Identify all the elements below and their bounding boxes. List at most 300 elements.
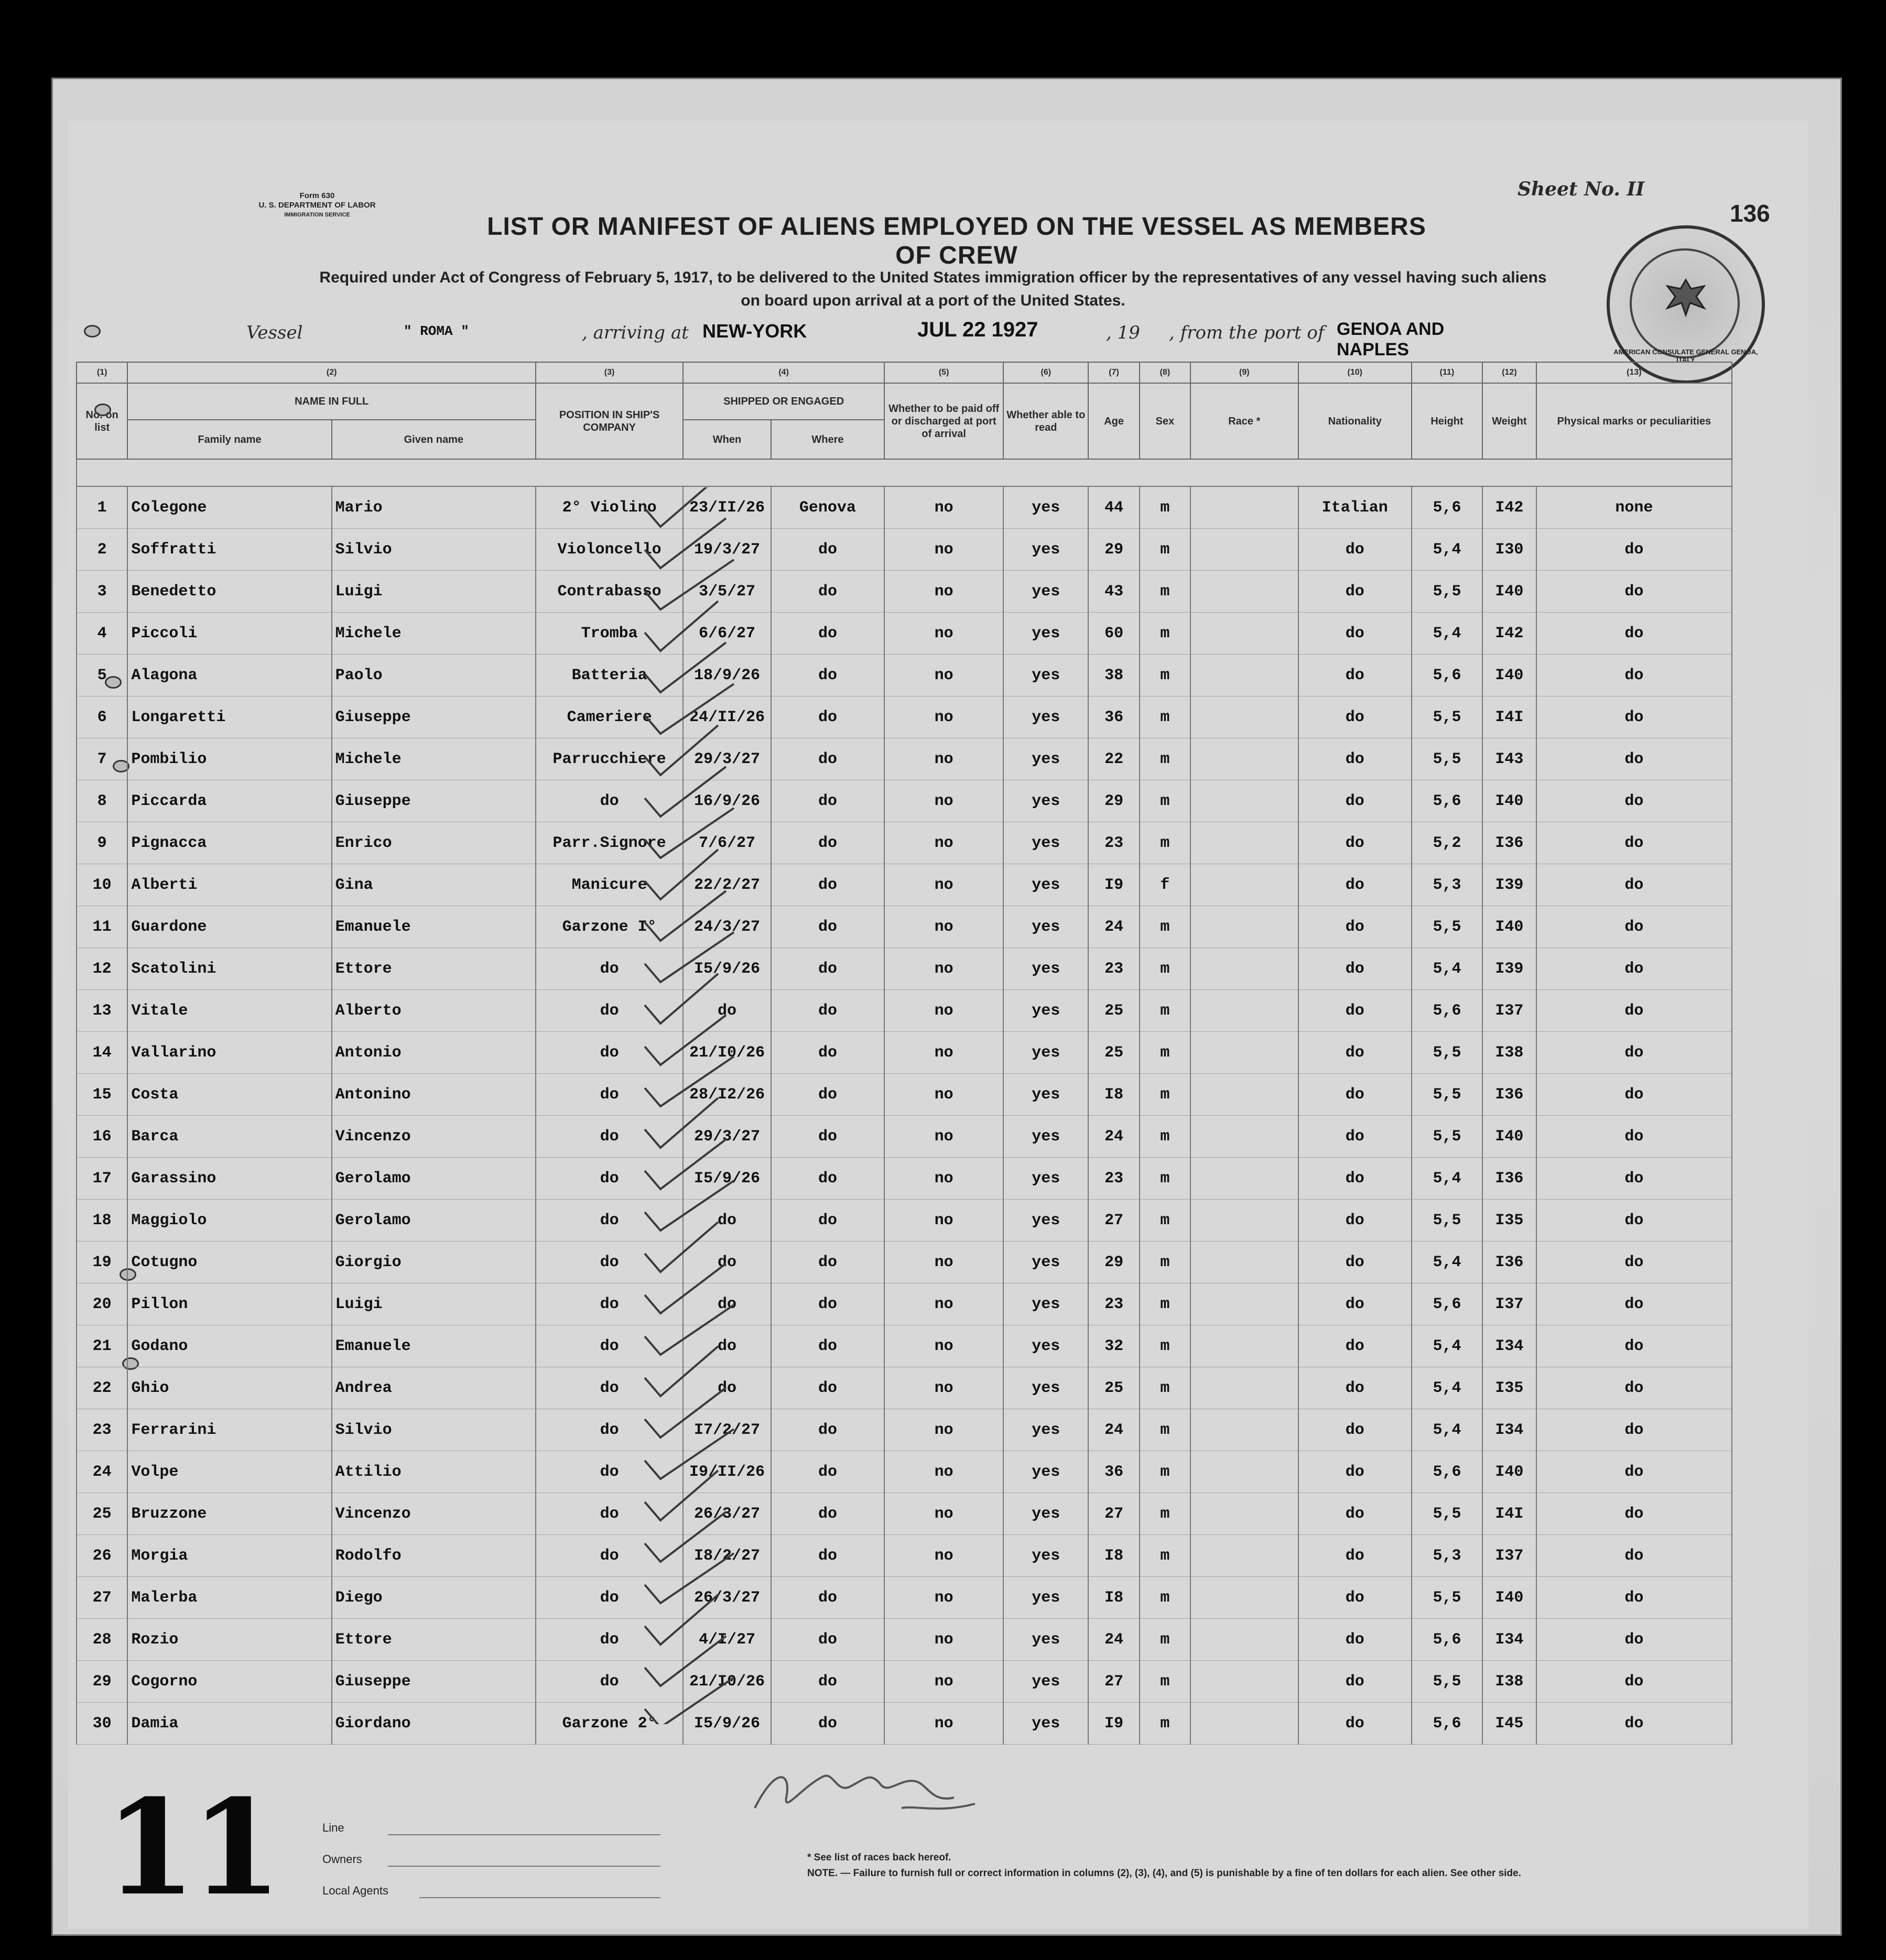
family-name-cell: Guardone [127, 906, 331, 948]
physical-marks-cell: do [1536, 1158, 1732, 1200]
age-cell: 38 [1088, 655, 1139, 696]
age-cell: I8 [1088, 1577, 1139, 1619]
height-cell: 5,5 [1412, 1661, 1482, 1703]
family-name-cell: Vallarino [127, 1032, 331, 1074]
race-cell [1190, 990, 1298, 1032]
sheet-number: Sheet No. II [1518, 178, 1645, 200]
where-engaged-cell: do [771, 655, 884, 696]
nationality-cell: do [1298, 529, 1412, 571]
height-cell: 5,4 [1412, 1409, 1482, 1451]
nationality-cell: do [1298, 1661, 1412, 1703]
page-number: 136 [1730, 200, 1770, 227]
race-cell [1190, 1074, 1298, 1116]
given-name-cell: Ettore [332, 948, 536, 990]
list-number-cell: 21 [77, 1325, 127, 1367]
age-cell: 27 [1088, 1200, 1139, 1242]
paid-off-cell: no [884, 1032, 1003, 1074]
physical-marks-cell: do [1536, 1451, 1732, 1493]
age-cell: 23 [1088, 948, 1139, 990]
list-number-cell: 11 [77, 906, 127, 948]
physical-marks-cell: do [1536, 529, 1732, 571]
race-cell [1190, 571, 1298, 613]
when-engaged-cell: do [683, 1200, 771, 1242]
header-age: Age [1088, 383, 1139, 459]
given-name-cell: Gerolamo [332, 1200, 536, 1242]
list-number-cell: 6 [77, 696, 127, 738]
height-cell: 5,5 [1412, 1200, 1482, 1242]
where-engaged-cell: do [771, 906, 884, 948]
list-number-cell: 24 [77, 1451, 127, 1493]
family-name-cell: Maggiolo [127, 1200, 331, 1242]
crew-row [77, 1451, 1732, 1493]
position-cell: do [536, 1451, 683, 1493]
when-engaged-cell: I5/9/26 [683, 1158, 771, 1200]
given-name-cell: Vincenzo [332, 1116, 536, 1158]
sex-cell: m [1140, 1577, 1190, 1619]
physical-marks-cell: do [1536, 655, 1732, 696]
check-mark [645, 1264, 726, 1313]
family-name-cell: Damia [127, 1703, 331, 1745]
height-cell: 5,5 [1412, 906, 1482, 948]
race-cell [1190, 948, 1298, 990]
check-mark [645, 1222, 718, 1272]
able-to-read-cell: yes [1003, 486, 1088, 529]
check-mark [645, 1305, 734, 1355]
physical-marks-cell: do [1536, 1577, 1732, 1619]
position-cell: do [536, 1200, 683, 1242]
sex-cell: m [1140, 1200, 1190, 1242]
column-number-row [77, 362, 1732, 383]
crew-row [77, 738, 1732, 780]
weight-cell: I36 [1482, 1158, 1536, 1200]
check-mark [645, 725, 718, 775]
weight-cell: I34 [1482, 1325, 1536, 1367]
sex-cell: m [1140, 1074, 1190, 1116]
paid-off-cell: no [884, 738, 1003, 780]
race-cell [1190, 1577, 1298, 1619]
header-sex: Sex [1140, 383, 1190, 459]
when-engaged-cell: 26/3/27 [683, 1577, 771, 1619]
col-num-8: (8) [1140, 362, 1190, 383]
family-name-cell: Benedetto [127, 571, 331, 613]
nationality-cell: do [1298, 696, 1412, 738]
when-engaged-cell: 21/I0/26 [683, 1661, 771, 1703]
when-engaged-cell: 19/3/27 [683, 529, 771, 571]
paid-off-cell: no [884, 1242, 1003, 1283]
sex-cell: m [1140, 822, 1190, 864]
from-port-label: , from the port of [1169, 322, 1325, 343]
crew-row [77, 1074, 1732, 1116]
when-engaged-cell: do [683, 1325, 771, 1367]
sex-cell: m [1140, 571, 1190, 613]
crew-row [77, 906, 1732, 948]
where-engaged-cell: do [771, 571, 884, 613]
header-paid-off: Whether to be paid off or discharged at port of arrival [884, 383, 1003, 459]
family-name-cell: Alberti [127, 864, 331, 906]
check-mark [645, 1429, 734, 1479]
sex-cell: m [1140, 1535, 1190, 1577]
nationality-cell: do [1298, 1577, 1412, 1619]
paid-off-cell: no [884, 990, 1003, 1032]
sex-cell: m [1140, 1703, 1190, 1745]
race-cell [1190, 1200, 1298, 1242]
physical-marks-cell: do [1536, 990, 1732, 1032]
header-no-on-list: No. on list [77, 383, 127, 459]
list-number-cell: 22 [77, 1367, 127, 1409]
position-cell: do [536, 1661, 683, 1703]
race-cell [1190, 1116, 1298, 1158]
check-mark [645, 643, 726, 692]
sex-cell: m [1140, 1158, 1190, 1200]
weight-cell: I40 [1482, 1116, 1536, 1158]
position-cell: do [536, 1619, 683, 1661]
age-cell: 23 [1088, 1158, 1139, 1200]
age-cell: 25 [1088, 1032, 1139, 1074]
where-engaged-cell: do [771, 1661, 884, 1703]
position-cell: Parrucchiere [536, 738, 683, 780]
check-mark [645, 1636, 726, 1686]
able-to-read-cell: yes [1003, 1703, 1088, 1745]
when-engaged-cell: 18/9/26 [683, 655, 771, 696]
crew-row [77, 1619, 1732, 1661]
weight-cell: I36 [1482, 1074, 1536, 1116]
paid-off-cell: no [884, 486, 1003, 529]
where-engaged-cell: do [771, 1283, 884, 1325]
crew-row [77, 948, 1732, 990]
arriving-label: , arriving at [582, 322, 689, 343]
age-cell: I8 [1088, 1074, 1139, 1116]
nationality-cell: do [1298, 655, 1412, 696]
physical-marks-cell: do [1536, 1535, 1732, 1577]
age-cell: 44 [1088, 486, 1139, 529]
given-name-cell: Giorgio [332, 1242, 536, 1283]
able-to-read-cell: yes [1003, 864, 1088, 906]
paid-off-cell: no [884, 655, 1003, 696]
able-to-read-cell: yes [1003, 1200, 1088, 1242]
line-label: Line [322, 1821, 344, 1834]
height-cell: 5,5 [1412, 1074, 1482, 1116]
sex-cell: m [1140, 1242, 1190, 1283]
family-name-cell: Soffratti [127, 529, 331, 571]
when-engaged-cell: do [683, 1283, 771, 1325]
given-name-cell: Antonino [332, 1074, 536, 1116]
position-cell: Tromba [536, 613, 683, 655]
paid-off-cell: no [884, 571, 1003, 613]
sex-cell: m [1140, 613, 1190, 655]
age-cell: I8 [1088, 1535, 1139, 1577]
physical-marks-cell: do [1536, 1409, 1732, 1451]
given-name-cell: Giuseppe [332, 780, 536, 822]
footer-notes [807, 1850, 1521, 1881]
nationality-cell: do [1298, 1367, 1412, 1409]
height-cell: 5,6 [1412, 1703, 1482, 1745]
nationality-cell: do [1298, 1074, 1412, 1116]
physical-marks-cell: do [1536, 1074, 1732, 1116]
where-engaged-cell: do [771, 1032, 884, 1074]
given-name-cell: Vincenzo [332, 1493, 536, 1535]
weight-cell: I36 [1482, 822, 1536, 864]
requirement-line-1: Required under Act of Congress of February 5, 1917, to be delivered to the United States immigration officer by the representatives of any vessel having such aliens [319, 269, 1547, 286]
physical-marks-cell: none [1536, 486, 1732, 529]
col-num-9: (9) [1190, 362, 1298, 383]
sex-cell: m [1140, 948, 1190, 990]
list-number-cell: 18 [77, 1200, 127, 1242]
crew-row [77, 1032, 1732, 1074]
height-cell: 5,6 [1412, 486, 1482, 529]
paid-off-cell: no [884, 613, 1003, 655]
service-name: IMMIGRATION SERVICE [284, 212, 350, 218]
height-cell: 5,5 [1412, 1032, 1482, 1074]
where-engaged-cell: do [771, 1158, 884, 1200]
family-name-cell: Piccoli [127, 613, 331, 655]
vessel-name: " ROMA " [404, 323, 469, 339]
able-to-read-cell: yes [1003, 1409, 1088, 1451]
position-cell: do [536, 1325, 683, 1367]
position-cell: do [536, 1032, 683, 1074]
nationality-cell: do [1298, 1325, 1412, 1367]
physical-marks-cell: do [1536, 1325, 1732, 1367]
age-cell: 25 [1088, 990, 1139, 1032]
when-engaged-cell: 29/3/27 [683, 1116, 771, 1158]
sex-cell: m [1140, 486, 1190, 529]
weight-cell: I40 [1482, 906, 1536, 948]
where-engaged-cell: do [771, 1535, 884, 1577]
list-number-cell: 26 [77, 1535, 127, 1577]
races-note: * See list of races back hereof. [807, 1852, 951, 1863]
nationality-cell: do [1298, 1703, 1412, 1745]
crew-row [77, 864, 1732, 906]
race-cell [1190, 529, 1298, 571]
owners-label: Owners [322, 1853, 362, 1866]
where-engaged-cell: do [771, 1200, 884, 1242]
where-engaged-cell: do [771, 1325, 884, 1367]
list-number-cell: 28 [77, 1619, 127, 1661]
position-cell: Garzone I° [536, 906, 683, 948]
seal-text: AMERICAN CONSULATE GENERAL GENOA, ITALY [1613, 348, 1758, 364]
crew-row [77, 655, 1732, 696]
check-mark [645, 891, 726, 941]
given-name-cell: Andrea [332, 1367, 536, 1409]
header-height: Height [1412, 383, 1482, 459]
age-cell: 24 [1088, 1409, 1139, 1451]
column-header-row [77, 383, 1732, 420]
physical-marks-cell: do [1536, 738, 1732, 780]
position-cell: do [536, 1493, 683, 1535]
check-mark [645, 1553, 734, 1603]
position-cell: do [536, 1283, 683, 1325]
when-engaged-cell: 22/2/27 [683, 864, 771, 906]
sex-cell: m [1140, 1116, 1190, 1158]
where-engaged-cell: do [771, 1577, 884, 1619]
race-cell [1190, 822, 1298, 864]
position-cell: Violoncello [536, 529, 683, 571]
list-number-cell: 4 [77, 613, 127, 655]
when-engaged-cell: 24/3/27 [683, 906, 771, 948]
family-name-cell: Pignacca [127, 822, 331, 864]
where-engaged-cell: do [771, 1367, 884, 1409]
check-mark [645, 684, 734, 734]
nationality-cell: do [1298, 1409, 1412, 1451]
nationality-cell: do [1298, 1242, 1412, 1283]
sex-cell: m [1140, 1325, 1190, 1367]
when-engaged-cell: 26/3/27 [683, 1493, 771, 1535]
given-name-cell: Ettore [332, 1619, 536, 1661]
race-cell [1190, 1493, 1298, 1535]
family-name-cell: Costa [127, 1074, 331, 1116]
list-number-cell: 7 [77, 738, 127, 780]
age-cell: 24 [1088, 1619, 1139, 1661]
sex-cell: m [1140, 906, 1190, 948]
position-cell: do [536, 1535, 683, 1577]
col-num-11: (11) [1412, 362, 1482, 383]
col-num-5: (5) [884, 362, 1003, 383]
where-engaged-cell: do [771, 1619, 884, 1661]
height-cell: 5,4 [1412, 1242, 1482, 1283]
check-mark [645, 601, 718, 651]
when-engaged-cell: I5/9/26 [683, 948, 771, 990]
able-to-read-cell: yes [1003, 1367, 1088, 1409]
crew-row [77, 1116, 1732, 1158]
sex-cell: m [1140, 1032, 1190, 1074]
height-cell: 5,4 [1412, 1158, 1482, 1200]
able-to-read-cell: yes [1003, 1158, 1088, 1200]
given-name-cell: Enrico [332, 822, 536, 864]
check-mark [645, 932, 734, 982]
requirement-text [220, 266, 1646, 312]
race-cell [1190, 1367, 1298, 1409]
where-engaged-cell: do [771, 738, 884, 780]
crew-row [77, 780, 1732, 822]
paid-off-cell: no [884, 1619, 1003, 1661]
height-cell: 5,4 [1412, 613, 1482, 655]
header-nationality: Nationality [1298, 383, 1412, 459]
height-cell: 5,6 [1412, 990, 1482, 1032]
physical-marks-cell: do [1536, 1032, 1732, 1074]
able-to-read-cell: yes [1003, 1116, 1088, 1158]
able-to-read-cell: yes [1003, 1032, 1088, 1074]
paid-off-cell: no [884, 780, 1003, 822]
col-num-2: (2) [127, 362, 536, 383]
able-to-read-cell: yes [1003, 655, 1088, 696]
family-name-cell: Rozio [127, 1619, 331, 1661]
position-cell: do [536, 1158, 683, 1200]
position-cell: Parr.Signore [536, 822, 683, 864]
able-to-read-cell: yes [1003, 990, 1088, 1032]
paid-off-cell: no [884, 1661, 1003, 1703]
height-cell: 5,6 [1412, 655, 1482, 696]
when-engaged-cell: 7/6/27 [683, 822, 771, 864]
race-cell [1190, 906, 1298, 948]
given-name-cell: Paolo [332, 655, 536, 696]
family-name-cell: Cotugno [127, 1242, 331, 1283]
sex-cell: m [1140, 1451, 1190, 1493]
age-cell: 27 [1088, 1661, 1139, 1703]
where-engaged-cell: do [771, 613, 884, 655]
height-cell: 5,5 [1412, 571, 1482, 613]
able-to-read-cell: yes [1003, 1283, 1088, 1325]
family-name-cell: Malerba [127, 1577, 331, 1619]
physical-marks-cell: do [1536, 906, 1732, 948]
position-cell: Batteria [536, 655, 683, 696]
able-to-read-cell: yes [1003, 906, 1088, 948]
crew-row [77, 529, 1732, 571]
sex-cell: m [1140, 1409, 1190, 1451]
family-name-cell: Volpe [127, 1451, 331, 1493]
position-cell: 2° Violino [536, 486, 683, 529]
nationality-cell: do [1298, 1619, 1412, 1661]
header-weight: Weight [1482, 383, 1536, 459]
physical-marks-cell: do [1536, 948, 1732, 990]
check-mark [645, 767, 726, 816]
race-cell [1190, 1409, 1298, 1451]
physical-marks-cell: do [1536, 1493, 1732, 1535]
able-to-read-cell: yes [1003, 1661, 1088, 1703]
physical-marks-cell: do [1536, 571, 1732, 613]
weight-cell: I39 [1482, 864, 1536, 906]
weight-cell: I35 [1482, 1200, 1536, 1242]
weight-cell: I30 [1482, 529, 1536, 571]
weight-cell: I42 [1482, 486, 1536, 529]
col-num-6: (6) [1003, 362, 1088, 383]
weight-cell: I39 [1482, 948, 1536, 990]
eagle-icon [1660, 270, 1712, 323]
col-num-10: (10) [1298, 362, 1412, 383]
able-to-read-cell: yes [1003, 1493, 1088, 1535]
given-name-cell: Emanuele [332, 906, 536, 948]
sex-cell: m [1140, 655, 1190, 696]
able-to-read-cell: yes [1003, 1242, 1088, 1283]
position-cell: do [536, 1577, 683, 1619]
check-mark [645, 1471, 718, 1520]
able-to-read-cell: yes [1003, 1325, 1088, 1367]
race-cell [1190, 1242, 1298, 1283]
nationality-cell: do [1298, 1283, 1412, 1325]
list-number-cell: 20 [77, 1283, 127, 1325]
weight-cell: I34 [1482, 1619, 1536, 1661]
given-name-cell: Rodolfo [332, 1535, 536, 1577]
when-engaged-cell: 16/9/26 [683, 780, 771, 822]
height-cell: 5,5 [1412, 738, 1482, 780]
nationality-cell: do [1298, 990, 1412, 1032]
given-name-cell: Giuseppe [332, 1661, 536, 1703]
line-rule [388, 1834, 660, 1835]
local-agents-label: Local Agents [322, 1884, 388, 1897]
when-engaged-cell: 28/I2/26 [683, 1074, 771, 1116]
given-name-cell: Antonio [332, 1032, 536, 1074]
race-cell [1190, 864, 1298, 906]
paid-off-cell: no [884, 822, 1003, 864]
check-mark [645, 808, 734, 858]
where-engaged-cell: Genova [771, 486, 884, 529]
height-cell: 5,5 [1412, 1493, 1482, 1535]
given-name-cell: Luigi [332, 1283, 536, 1325]
paid-off-cell: no [884, 696, 1003, 738]
header-given-name: Given name [332, 420, 536, 459]
col-num-7: (7) [1088, 362, 1139, 383]
arrival-date-stamp: JUL 22 1927 [917, 318, 1038, 341]
crew-manifest-table [76, 362, 1732, 1745]
penalty-note: NOTE. — Failure to furnish full or correct information in columns (2), (3), (4), and (5) is punishable by a fine of ten dollars for each alien. See other side. [807, 1868, 1521, 1879]
given-name-cell: Luigi [332, 571, 536, 613]
handwritten-signature [744, 1756, 996, 1824]
where-engaged-cell: do [771, 1409, 884, 1451]
header-where: Where [771, 420, 884, 459]
height-cell: 5,3 [1412, 1535, 1482, 1577]
age-cell: 25 [1088, 1367, 1139, 1409]
position-cell: do [536, 780, 683, 822]
age-cell: 29 [1088, 529, 1139, 571]
paid-off-cell: no [884, 1116, 1003, 1158]
